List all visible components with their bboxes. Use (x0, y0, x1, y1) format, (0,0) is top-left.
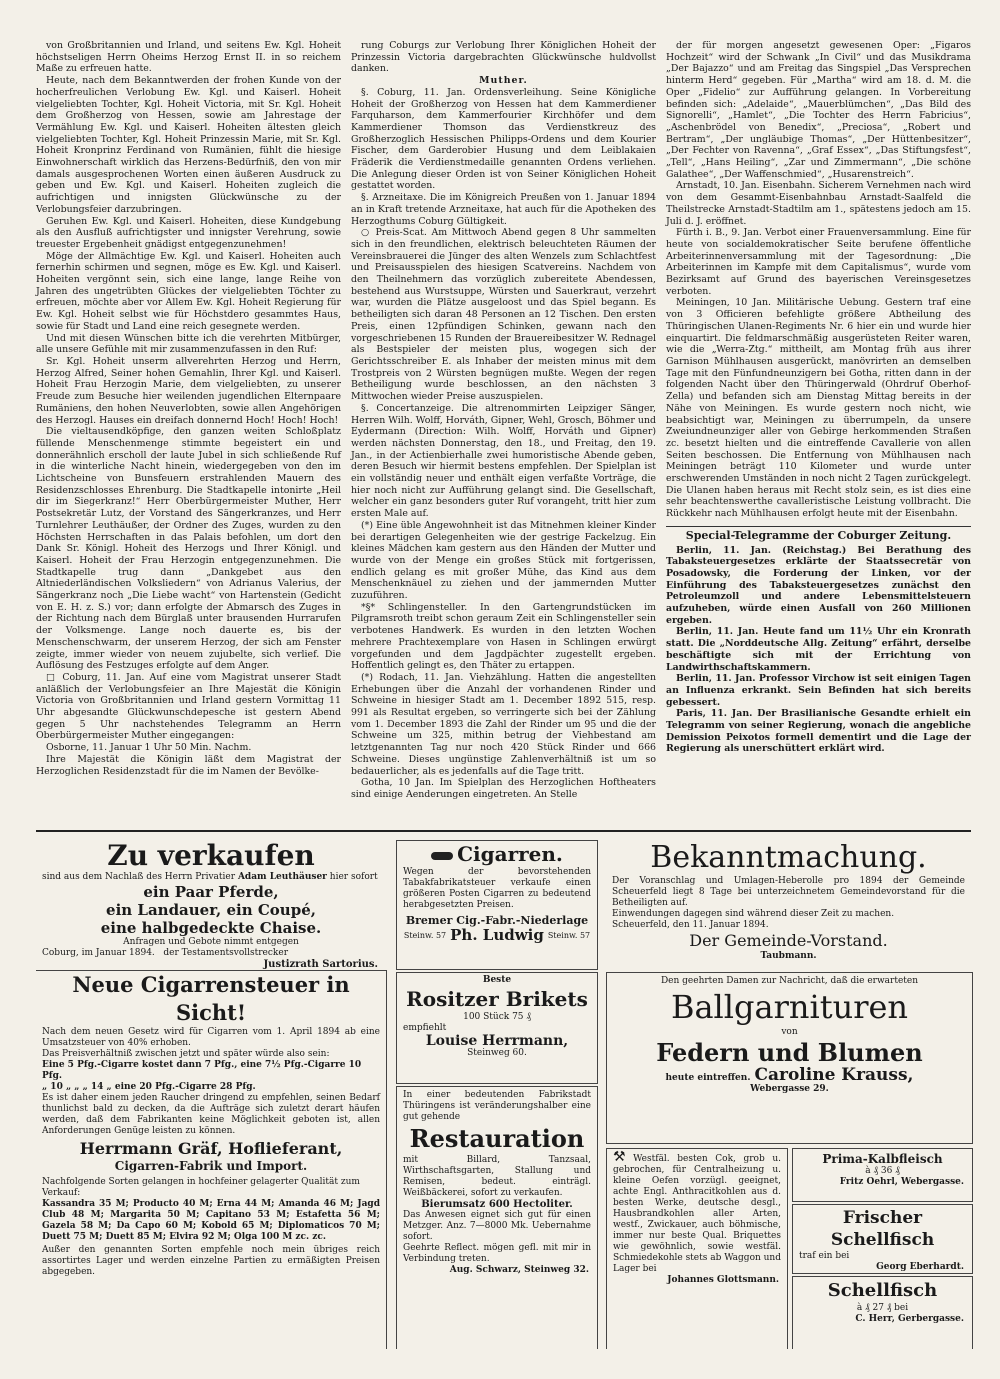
column-1 (36, 40, 341, 826)
ad-firm: Herrmann Gräf, Hoflieferant, (79, 1139, 343, 1158)
ad-footer (36, 948, 386, 959)
ad-street: Steinw. 57 (403, 930, 447, 940)
ad-sub: Federn und Blumen (656, 1038, 923, 1067)
ad-text2: Das Anwesen eignet sich gut für einen Metzger. Anz. 7—8000 Mk. Uebernahme sofort. (403, 1210, 591, 1242)
ad-line: Eine 5 Pfg.-Cigarre kostet dann 7 Pfg., eine 7½ Pfg.-Cigarre 10 Pfg. (42, 1060, 362, 1081)
telegram-item: Berlin, 11. Jan. Heute fand um 11½ Uhr ein Kronrath statt. Die „Norddeutsche Allg. Zeitung“ erfährt, derselbe beschäftigte sich mit der Errichtung von Landwirthschaftskammern. (666, 626, 971, 673)
ad-body: Westfäl. besten Cok, grob u. gebrochen, für Centralheizung u. kleine Oefen vorzügl. geeignet, achte Engl. Anthracitkohlen aus d. besten Werke, deutsche desgl., Hausbrandkohlen aller Arten, westf., Zwickauer, auch böhmische, immer nur beste Qual. Briquettes wie gewöhnlich, sowie westfäl. Schmiedekohle stets ab Waggon und Lager bei (613, 1154, 781, 1274)
ad-item: ein Landauer, ein Coupé, (106, 901, 316, 919)
ad-intro2: hier sofort (329, 872, 378, 882)
article-paragraph: *§* Schlingensteller. In den Gartengrundstücken im Pilgramsroth treibt schon geraum Zeit ein Schlingensteller sein verbotenes Handwerk. Es wurden in den letzten Wochen mehrere Prachtexemplare von Hasen in Schlingen erwürgt vorgefunden und dem Jagdpächter zugestellt ergeben. Hoffentlich gelingt es, den Thäter zu ertappen. (351, 601, 656, 672)
ad-item: ein Paar Pferde, (143, 883, 279, 901)
ad-line: „ 10 „ „ „ 14 „ eine 20 Pfg.-Cigarre 28 Pfg. (42, 1082, 256, 1092)
ad-name-row (607, 1065, 972, 1085)
ad-bier: Bierumsatz 600 Hectoliter. (421, 1199, 573, 1210)
cigar-icon (431, 852, 453, 860)
ad-addr: Steinweg 60. (467, 1048, 527, 1058)
ad-zu-verkaufen (36, 839, 386, 970)
telegrams-heading: Special-Telegramme der Coburger Zeitung. (666, 526, 971, 542)
ad-firm-sub: Cigarren-Fabrik und Import. (114, 1159, 308, 1173)
ad-name: Fritz Oehrl, Webergasse. (839, 1177, 964, 1187)
ad-empf: empfiehlt (403, 1023, 447, 1033)
ad-line: Nach dem neuen Gesetz wird für Cigarren vom 1. April 1894 ab eine Umsatzsteuer von 40% erhoben. (42, 1027, 380, 1048)
ad-cigarrensteuer (36, 970, 387, 1349)
article-paragraph: Meiningen, 10 Jan. Militärische Uebung. Gestern traf eine von 3 Officieren befehligte größere Abtheilung des Thüringischen Ulanen-Regiments Nr. 6 hier ein und wurde hier einquartirt. Die feldmarschmäßig ausgerüsteten Reiter waren, wie die „Werra-Ztg.“ mittheilt, am Montag früh aus ihrer Garnison Mühlhausen ausgerückt, manövrirten an demselben Tage mit den Fünfundneunzigern bei Gotha, ritten dann in der folgenden Nacht über den Thüringerwald (Ohrdruf Oberhof-Zella) und befanden sich am Dienstag Mittag bereits in der Nähe von Meiningen. Es wurde gestern noch nicht, wie beabsichtigt war, Meiningen zu überrumpeln, da unsere Zweiundneunziger aller von Gebirge herkommenden Straßen zc. besetzt hielten und die eintreffende Cavallerie von allen Seiten beschossen. Die Entfernung von Mühlhausen nach Meiningen beträgt 110 Kilometer und wurde unter erschwerenden Umständen in noch nicht 2 Tagen zurückgelegt. Die Ulanen haben heraus mit Recht stolz sein, es ist dies eine sehr beachtenswerthe cavalleristische Leistung vollbracht. Die Rückkehr nach Mühlhausen erfolgt heute mit der Eisenbahn. (666, 297, 971, 520)
telegram-item: Paris, 11. Jan. Der Brasilianische Gesandte erhielt ein Telegramm von seiner Regierung, wonach die angebliche Demission Peixotos formell dementirt und die Lage der Regierung als unerschüttert erklärt wird. (666, 708, 971, 755)
article-paragraph: §. Coburg, 11. Jan. Ordensverleihung. Seine Königliche Hoheit der Großherzog von Hessen hat dem Kammerdiener Farquharson, dem Kammerfourier Kirchhöfer und dem Kammerdiener Thomson das Verdienstkreuz des Großherzoglich Hessischen Philipps-Ordens und dem Kourier Fischer, dem Garderobier Husung und dem Leiblakaien Fräderik die Verdienstmedaille genannten Ordens verliehen. Die Anlegung dieser Orden ist von Seiner Königlichen Hoheit gestattet worden. (351, 86, 656, 192)
ad-signer: Taubmann. (760, 951, 817, 961)
ad-cok (606, 1148, 788, 1349)
ad-name: Caroline Krauss, (754, 1065, 914, 1085)
ad-kalbfleisch (792, 1148, 973, 1202)
article-paragraph: (*) Eine üble Angewohnheit ist das Mitnehmen kleiner Kinder bei derartigen Gelegenheiten wie der gestrige Fackelzug. Ein kleines Mädchen kam gestern aus den Händen der Mutter und wurde von der Menge ein großes Stück mit fortgerissen, endlich gelang es mit großer Mühe, das Kind aus dem Menschenknäuel zu ziehen und der jammernden Mutter zuzuführen. (351, 519, 656, 602)
ad-schellfisch (792, 1276, 973, 1349)
ad-owner: Ph. Ludwig (450, 926, 544, 944)
ad-title: Ballgarnituren (670, 988, 909, 1026)
ad-bekanntmachung (606, 840, 971, 968)
ad-title: Frischer Schellfisch (830, 1208, 935, 1250)
ad-sign: Aug. Schwarz, Steinweg 32. (449, 1265, 589, 1275)
ad-heute: heute eintreffen. (665, 1073, 751, 1083)
ad-list: Kassandra 35 M; Producto 40 M; Erna 44 M; Amanda 46 M; Jagd Club 48 M; Margarita 50 M; Capitano 53 M; Estafetta 56 M; Gazela 58 M; Da Capo 60 M; Kobold 65 M; Diplomaticos 70 M; Duett 75 M; Duett 85 M; Elvira 92 M; Olga 100 M zc. zc. (42, 1199, 380, 1242)
ad-owner-row (397, 928, 597, 942)
article-paragraph: □ Coburg, 11. Jan. Auf eine vom Magistrat unserer Stadt anläßlich der Verlobungsfeier an Ihre Majestät die Königin Victoria von Großbritannien und Irland gestern Vormittag 11 Uhr abgesandte Glückwunschdepesche ist gestern Abend gegen 5 Uhr nachstehendes Telegramm an Herrn Oberbürgermeister Muther eingegangen: (36, 671, 341, 742)
ad-price: 100 Stück 75 ₰ (463, 1012, 531, 1022)
ad-text: Der Voranschlag und Umlagen-Heberolle pro 1894 der Gemeinde Scheuerfeld liegt 8 Tage bei unterzeichnetem Gemeindevorstand für die Betheiligten auf. (612, 876, 965, 908)
news-columns (36, 40, 971, 826)
ad-text: traf ein bei (799, 1251, 850, 1261)
ad-title-row (397, 841, 597, 867)
column-3 (666, 40, 971, 826)
ad-name: Georg Eberhardt. (876, 1262, 964, 1272)
article-paragraph: der für morgen angesetzt gewesenen Oper: „Figaros Hochzeit“ wird der Schwank „In Civil“ und das Musikdrama „Der Bajazzo“ und am Freitag das Singspiel „Das Versprechen hinterm Herd“ gegeben. Für „Martha“ wird am 18. d. M. die Oper „Fidelio“ zur Aufführung gelangen. In Vorbereitung befinden sich: „Adelaide“, „Mauerblümchen“, „Das Bild des Signorelli“, „Hamlet“, „Die Tochter des Herrn Fabricius“, „Aschenbrödel von Benedix“, „Preciosa“, „Robert und Bertram“, „Der ungläubige Thomas“, „Der Hüttenbesitzer“, „Der Fechter von Ravenna“, „Graf Essex“, „Das Stiftungsfest“, „Tell“, „Hans Heiling“, „Zar und Zimmermann“, „Die schöne Galathee“, „Der Waffenschmied“, „Husarenstreich“. (666, 40, 971, 180)
ad-text3: Geehrte Reflect. mögen gefl. mit mir in Verbindung treten. (403, 1243, 591, 1264)
ad-sign: Der Gemeinde-Vorstand. (689, 931, 888, 950)
ad-text: Wegen der bevorstehenden Tabakfabrikatsteuer verkaufe einen größeren Posten Cigarren zu bedeutend herabgesetzten Preisen. (403, 867, 591, 910)
article-paragraph: Heute, nach dem Bekanntwerden der frohen Kunde von der hocherfreulichen Verlobung Ew. Kgl. und Kaiserl. Hoheit vielgeliebten Tochter, Kgl. Hoheit Victoria, mit Sr. Kgl. Hoheit dem Großherzog von Hessen, sowie am Jahrestage der Vermählung Ew. Kgl. und Kaiserl. Hoheiten ältesten gleich vielgeliebten Tochter, Kgl. Hoheit Prinzessin Marie, mit Sr. Kgl. Hoheit Kronprinz Ferdinand von Rumänien, fühlt die hiesige Einwohnerschaft wirklich das Herzens-Bedürfniß, den von mir damals ausgesprochenen Worten einen äußeren Ausdruck zu geben und Ew. Kgl. und Kaiserl. Hoheiten zugleich die aufrichtigen und innigsten Glückwünsche zu der Verlobungsfeier darzubringen. (36, 75, 341, 215)
article-paragraph: Sr. Kgl. Hoheit unserm allverehrten Herzog und Herrn, Herzog Alfred, Seiner hohen Gemahlin, Ihrer Kgl. und Kaiserl. Hoheit Frau Herzogin Marie, dem vielgeliebten, zu unserer Freude zum Besuche hier weilenden jugendlichen Elternpaare Rumäniens, den hohen Neuverlobten, sowie allen Angehörigen des Herzogl. Hauses ein dreifach donnernd Hoch! Hoch! Hoch! (36, 355, 341, 426)
ad-intro: Den geehrten Damen zur Nachricht, daß die erwarteten (660, 976, 919, 986)
ad-title: Neue Cigarrensteuer in Sicht! (72, 972, 350, 1025)
section-divider (36, 830, 971, 832)
article-paragraph: Fürth i. B., 9. Jan. Verbot einer Frauenversammlung. Eine für heute von socialdemokratischer Seite berufene öffentliche Arbeiterinnenversammlung mit der Tagesordnung: „Die Arbeiterinnen im Kampfe mit dem Capitalismus“, wurde vom Bezirksamt auf Grund des bayerischen Vereinsgesetzes verboten. (666, 227, 971, 297)
ad-pre: Beste (482, 975, 512, 985)
ad-text (607, 1149, 787, 1275)
article-paragraph: Und mit diesen Wünschen bitte ich die verehrten Mitbürger, alle unsere Gefühle mit mir zusammenzufassen in den Ruf: (36, 332, 341, 356)
ad-person: Adam Leuthäuser (237, 872, 327, 882)
article-paragraph: Geruhen Ew. Kgl. und Kaiserl. Hoheiten, diese Kundgebung als den Ausfluß aufrichtigster und innigster Verehrung, sowie treuester Ergebenheit gnädigst entgegenzunehmen! (36, 215, 341, 250)
ad-cigarren (396, 840, 598, 970)
ad-line: Es ist daher einem jeden Raucher dringend zu empfehlen, seinen Bedarf thunlichst bald zu decken, da die Aufträge sich zuletzt derart häufen werden, daß dem Fabrikanten keine Möglichkeit geboten ist, allen Anforderungen Genüge leisten zu können. (42, 1093, 380, 1136)
ad-list-intro: Nachfolgende Sorten gelangen in hochfeiner gelagerter Qualität zum Verkauf: (42, 1177, 360, 1198)
ad-text: mit Billard, Tanzsaal, Wirthschaftsgarten, Stallung und Remisen, bedeut. einträgl. Weißbäckerei, sofort zu verkaufen. (403, 1155, 591, 1198)
ad-item: eine halbgedeckte Chaise. (100, 919, 322, 937)
ad-frischer-schellfisch (792, 1204, 973, 1274)
ad-place: Coburg, im Januar 1894. (42, 948, 155, 958)
newspaper-page (36, 40, 971, 1350)
telegram-item: Berlin, 11. Jan. Professor Virchow ist seit einigen Tagen an Influenza erkrankt. Sein Befinden hat sich bereits gebessert. (666, 673, 971, 708)
advertisements (36, 836, 971, 1351)
ad-price: à ₰ 36 ₰ (865, 1166, 900, 1176)
ad-signer-role: der Testamentsvollstrecker (163, 948, 288, 958)
ad-text2: Einwendungen dagegen sind während dieser Zeit zu machen. (612, 909, 895, 919)
article-paragraph: von Großbritannien und Irland, und seitens Ew. Kgl. Hoheit höchstseligen Herrn Oheims Herzog Ernst II. in so reichem Maße zu erfreuen hatte. (36, 40, 341, 75)
ad-footer: Außer den genannten Sorten empfehle noch mein übriges reich assortirtes Lager und werden einzelne Partien zu ermäßigten Preisen abgegeben. (42, 1245, 380, 1277)
article-paragraph: Arnstadt, 10. Jan. Eisenbahn. Sicherem Vernehmen nach wird von dem Gesammt-Eisenbahnbau Arnstadt-Saalfeld die Theilstrecke Arnstadt-Stadtilm am 1., spätestens jedoch am 15. Juli d. J. eröffnet. (666, 180, 971, 227)
article-paragraph: Möge der Allmächtige Ew. Kgl. und Kaiserl. Hoheiten auch fernerhin schirmen und segnen, möge es Ew. Kgl. und Kaiserl. Hoheiten vergönnt sein, sich eine lange, lange Reihe von Jahren des ungetrübten Glückes der vielgeliebten Töchter zu erfreuen, möchte aber vor Allem Ew. Kgl. Hoheit Regierung für Ew. Kgl. Hoheit selbst wie für Höchstdero gesammtes Haus, sowie für Stadt und Land eine reich gesegnete werden. (36, 250, 341, 332)
ad-intro: In einer bedeutenden Fabrikstadt Thüringens ist veränderungshalber eine gut gehende (403, 1090, 591, 1122)
article-paragraph: Gotha, 10 Jan. Im Spielplan des Herzoglichen Hoftheaters sind einige Aenderungen eingetreten. An Stelle (351, 777, 656, 800)
telegram-item: Berlin, 11. Jan. (Reichstag.) Bei Berathung des Tabaksteuergesetzes erklärte der Staatssecretär von Posadowsky, die Forderung der Linken, vor der Einführung des Tabaksteuergesetzes zunächst den Petroleumzoll und andere Lebensmittelsteuern aufzuheben, würde einen Ausfall von 260 Millionen ergeben. (666, 544, 971, 626)
article-paragraph: rung Coburgs zur Verlobung Ihrer Königlichen Hoheit der Prinzessin Victoria dargebrachten Glückwünsche huldvollst danken. (351, 40, 656, 75)
ad-title: Bekanntmachung. (650, 840, 927, 875)
article-paragraph: Ihre Majestät die Königin läßt dem Magistrat der Herzoglichen Residenzstadt für die im Namen der Bevölke- (36, 753, 341, 777)
ad-name: Louise Herrmann, (425, 1033, 569, 1049)
ad-title: Prima-Kalbfleisch (822, 1152, 943, 1166)
ad-restauration (396, 1086, 598, 1349)
article-paragraph: §. Concertanzeige. Die altrenommirten Leipziger Sänger, Herren Wilh. Wolff, Horváth, Gipner, Wehl, Grosch, Böhmer und Eydermann (Direction: Wilh. Wolff, Horváth und Gipner) werden nächsten Donnerstag, den 18., und Freitag, den 19. Jan., in der Actienbierhalle zwei humoristische Abende geben, deren Besuch wir hiermit bestens empfehlen. Der Spielplan ist ein vollständig neuer und enthält eigen verfaßte Vorträge, die hier noch nicht zur Aufführung gelangt sind. Die Gesellschaft, welcher ein ganz besonders guter Ruf vorangeht, tritt hier zum ersten Male auf. (351, 402, 656, 520)
article-paragraph: Muther. (479, 75, 528, 87)
ad-note: Anfragen und Gebote nimmt entgegen (123, 937, 299, 947)
ad-intro: sind aus dem Nachlaß des Herrn Privatier (42, 872, 236, 882)
hammer-icon: ⚒ (613, 1149, 626, 1165)
article-paragraph: Osborne, 11. Januar 1 Uhr 50 Min. Nachm. (46, 742, 252, 754)
ad-sign: Johannes Glottsmann. (667, 1275, 779, 1285)
ad-addr: Webergasse 29. (750, 1084, 829, 1094)
ad-price: à ₰ 27 ₰ bei (856, 1303, 909, 1313)
article-paragraph: Die vieltausendköpfige, den ganzen weiten Schloßplatz füllende Menschenmenge stimmte begeistert ein und donnerähnlich erscholl der laute Jubel in sich schließende Ruf in die winterliche Nacht hinein, wiedergegeben von den im Lichtscheine von Bunsfeuern erstrahlenden Mauern des Residenzschlosses Ehrenburg. Die Stadtkapelle intonirte „Heil dir im Siegerkranz!“ Herr Oberbürgermeister Muther, Herr Postsekretär Lutz, der Vorstand des Sängerkranzes, und Herr Turnlehrer Leuthäußer, der Ordner des Zuges, wurden zu den Höchsten Herrschaften in das Palais befohlen, um dort den Dank Sr. Königl. Hoheit des Herzogs und Ihrer Königl. und Kaiserl. Hoheit der Frau Herzogin entgegenzunehmen. Die Stadtkapelle trug dann „Dankgebet aus den Altniederländischen Volksliedern“ von Adrianus Valerius, der Sängerkranz noch „Die Liebe wacht“ von Hartenstein (Gedicht von E. H. z. S.) vor; dann erfolgte der Abmarsch des Zuges in der Richtung nach dem Bürglaß unter brausenden Hurrarufen der Volksmenge. Lange noch dauerte es, bis der Menschenschwarm, der unserem Herzog, der sich am Fenster zeigte, immer wieder von neuem zujubelte, sich verlief. Die Auflösung des Festzuges erfolgte auf dem Anger. (36, 426, 341, 672)
ad-title: Zu verkaufen (107, 839, 315, 872)
ad-street: Steinw. 57 (547, 930, 591, 940)
ad-ballgarnituren (606, 972, 973, 1144)
ad-firm: Bremer Cig.-Fabr.-Niederlage (405, 914, 589, 927)
ad-text (36, 872, 386, 883)
ad-line: Das Preisverhältniß zwischen jetzt und später würde also sein: (42, 1049, 330, 1059)
ad-title: Rositzer Brikets (406, 987, 588, 1011)
ad-signer: Justizrath Sartorius. (263, 959, 378, 970)
article-paragraph: (*) Rodach, 11. Jan. Viehzählung. Hatten die angestellten Erhebungen über die Anzahl der vorhandenen Rinder und Schweine in hiesiger Stadt am 1. December 1892 515, resp. 991 als Resultat ergeben, so verringerte sich bei der Zählung vom 1. December 1893 die Zahl der Rinder um 95 und die der Schweine um 325, mithin betrug der Viehbestand am letztgenannten Tag nur noch 420 Stück Rinder und 666 Schweine. Dieses ungünstige Zahlenverhältniß ist um so bedauerlicher, als es jedenfalls auf die Tage tritt. (351, 671, 656, 777)
ad-title: Cigarren. (457, 842, 563, 866)
article-paragraph: §. Arzneitaxe. Die im Königreich Preußen von 1. Januar 1894 an in Kraft tretende Arzneitaxe, hat auch für die Apotheken des Herzogthums Coburg Gültigkeit. (351, 192, 656, 227)
ad-von: von (781, 1027, 798, 1037)
article-paragraph: ○ Preis-Scat. Am Mittwoch Abend gegen 8 Uhr sammelten sich in den freundlichen, elektrisch beleuchteten Räumen der Vereinsbrauerei die Jünger des alten Wenzels zum Schlachtfest und Preisausspielen des hiesigen Scatvereins. Nachdem von den Theilnehmern das vorzüglich zubereitete Abendessen, bestehend aus Wurstsuppe, Würsten und Sauerkraut, verzehrt war, wurden die Plätze ausgeloost und das Spiel begann. Es betheiligten sich daran 48 Personen an 12 Tischen. Den ersten Preis, einen 12pfündigen Schinken, gewann nach den vorgeschriebenen 15 Runden der Brauereibesitzer W. Rednagel als Bestspieler der meisten plus, wogegen sich der Gerichtsschreiber E. als Inhaber der meisten minus mit dem Trostpreis von 2 Würsten begnügen mußte. Wegen der regen Betheiligung wurde beschlossen, an den nächsten 3 Mittwochen wieder Preise auszuspielen. (351, 227, 656, 403)
ad-name: C. Herr, Gerbergasse. (855, 1314, 964, 1324)
column-2 (351, 40, 656, 826)
ad-date: Scheuerfeld, den 11. Januar 1894. (612, 920, 769, 930)
ad-title: Schellfisch (827, 1280, 938, 1301)
ad-title: Restauration (409, 1124, 585, 1153)
ad-brikets (396, 972, 598, 1084)
